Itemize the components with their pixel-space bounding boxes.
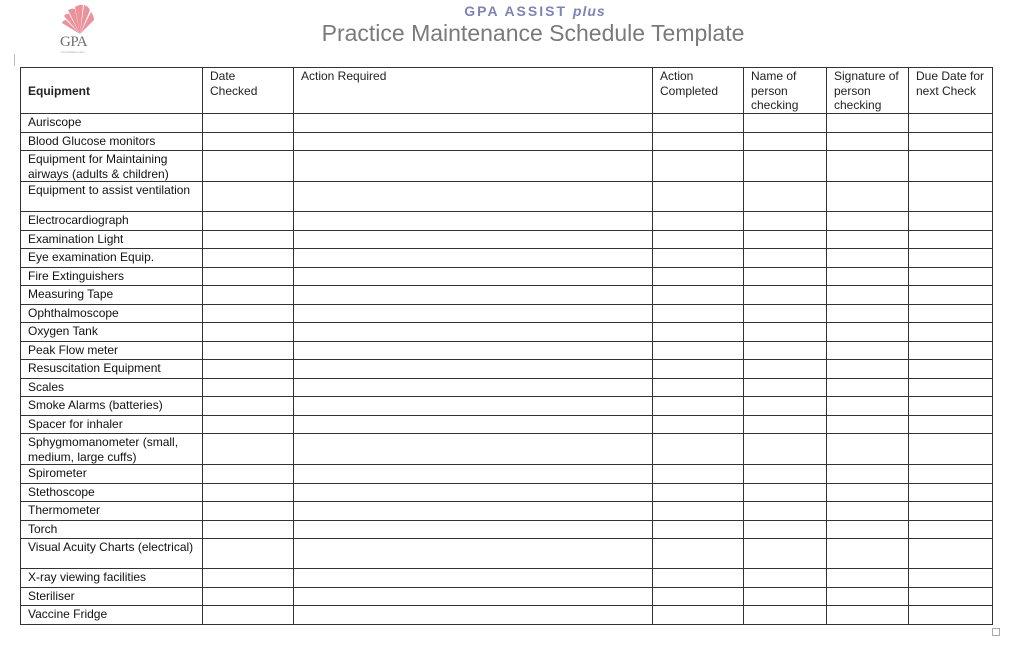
empty-entry-cell[interactable]	[827, 304, 909, 323]
equipment-cell[interactable]: Fire Extinguishers	[21, 267, 203, 286]
empty-entry-cell[interactable]	[653, 182, 744, 212]
empty-entry-cell[interactable]	[744, 132, 827, 151]
empty-entry-cell[interactable]	[203, 415, 294, 434]
column-header: Signature of person checking	[827, 68, 909, 114]
empty-entry-cell[interactable]	[294, 587, 653, 606]
empty-entry-cell[interactable]	[744, 539, 827, 569]
empty-entry-cell[interactable]	[909, 606, 993, 625]
empty-entry-cell[interactable]	[744, 182, 827, 212]
equipment-cell[interactable]: X-ray viewing facilities	[21, 569, 203, 588]
empty-entry-cell[interactable]	[203, 182, 294, 212]
empty-entry-cell[interactable]	[203, 465, 294, 484]
table-row	[21, 114, 993, 133]
empty-entry-cell[interactable]	[744, 397, 827, 416]
empty-entry-cell[interactable]	[909, 212, 993, 231]
brand-main: GPA ASSIST	[464, 3, 573, 19]
empty-entry-cell[interactable]	[294, 267, 653, 286]
column-header: Equipment	[21, 68, 203, 114]
empty-entry-cell[interactable]	[294, 360, 653, 379]
empty-entry-cell[interactable]	[744, 415, 827, 434]
table-row	[21, 230, 993, 249]
equipment-cell[interactable]: Resuscitation Equipment	[21, 360, 203, 379]
empty-entry-cell[interactable]	[909, 520, 993, 539]
empty-entry-cell[interactable]	[744, 465, 827, 484]
empty-entry-cell[interactable]	[744, 360, 827, 379]
empty-entry-cell[interactable]	[294, 415, 653, 434]
empty-entry-cell[interactable]	[294, 114, 653, 133]
empty-entry-cell[interactable]	[653, 434, 744, 465]
empty-entry-cell[interactable]	[909, 434, 993, 465]
empty-entry-cell[interactable]	[653, 569, 744, 588]
empty-entry-cell[interactable]	[909, 465, 993, 484]
empty-entry-cell[interactable]	[909, 587, 993, 606]
empty-entry-cell[interactable]	[909, 182, 993, 212]
empty-entry-cell[interactable]	[203, 286, 294, 305]
table-row	[21, 378, 993, 397]
empty-entry-cell[interactable]	[827, 249, 909, 268]
table-row	[21, 151, 993, 182]
empty-entry-cell[interactable]	[744, 212, 827, 231]
table-row	[21, 483, 993, 502]
empty-entry-cell[interactable]	[744, 569, 827, 588]
empty-entry-cell[interactable]	[294, 249, 653, 268]
empty-entry-cell[interactable]	[827, 132, 909, 151]
empty-entry-cell[interactable]	[653, 151, 744, 182]
empty-entry-cell[interactable]	[653, 415, 744, 434]
empty-entry-cell[interactable]	[203, 249, 294, 268]
column-header: Action Completed	[653, 68, 744, 114]
equipment-cell[interactable]: Equipment for Maintaining airways (adults & children)	[21, 151, 203, 182]
equipment-cell[interactable]: Steriliser	[21, 587, 203, 606]
empty-entry-cell[interactable]	[203, 267, 294, 286]
empty-entry-cell[interactable]	[827, 378, 909, 397]
empty-entry-cell[interactable]	[294, 606, 653, 625]
equipment-cell[interactable]: Blood Glucose monitors	[21, 132, 203, 151]
empty-entry-cell[interactable]	[827, 415, 909, 434]
empty-entry-cell[interactable]	[203, 520, 294, 539]
empty-entry-cell[interactable]	[203, 304, 294, 323]
empty-entry-cell[interactable]	[203, 397, 294, 416]
empty-entry-cell[interactable]	[294, 341, 653, 360]
empty-entry-cell[interactable]	[294, 502, 653, 521]
table-row	[21, 606, 993, 625]
table-row	[21, 415, 993, 434]
empty-entry-cell[interactable]	[203, 230, 294, 249]
table-row	[21, 539, 993, 569]
empty-entry-cell[interactable]	[909, 569, 993, 588]
table-row	[21, 341, 993, 360]
empty-entry-cell[interactable]	[653, 114, 744, 133]
empty-entry-cell[interactable]	[744, 304, 827, 323]
empty-entry-cell[interactable]	[203, 151, 294, 182]
empty-entry-cell[interactable]	[909, 323, 993, 342]
equipment-cell[interactable]: Oxygen Tank	[21, 323, 203, 342]
empty-entry-cell[interactable]	[827, 587, 909, 606]
empty-entry-cell[interactable]	[653, 286, 744, 305]
empty-entry-cell[interactable]	[827, 114, 909, 133]
table-row	[21, 397, 993, 416]
empty-entry-cell[interactable]	[203, 360, 294, 379]
table-row	[21, 182, 993, 212]
table-row	[21, 520, 993, 539]
table-row	[21, 360, 993, 379]
column-header: Action Required	[294, 68, 653, 114]
brand-suffix: plus	[572, 3, 606, 19]
empty-entry-cell[interactable]	[909, 360, 993, 379]
empty-entry-cell[interactable]	[294, 304, 653, 323]
table-row	[21, 212, 993, 231]
empty-entry-cell[interactable]	[203, 132, 294, 151]
empty-entry-cell[interactable]	[294, 434, 653, 465]
empty-entry-cell[interactable]	[827, 397, 909, 416]
logo-text: GPA	[60, 34, 88, 50]
empty-entry-cell[interactable]	[203, 212, 294, 231]
empty-entry-cell[interactable]	[909, 539, 993, 569]
empty-entry-cell[interactable]	[909, 378, 993, 397]
empty-entry-cell[interactable]	[294, 569, 653, 588]
empty-entry-cell[interactable]	[744, 249, 827, 268]
empty-entry-cell[interactable]	[909, 249, 993, 268]
empty-entry-cell[interactable]	[294, 182, 653, 212]
table-row	[21, 502, 993, 521]
equipment-cell[interactable]: Auriscope	[21, 114, 203, 133]
empty-entry-cell[interactable]	[909, 397, 993, 416]
brand-heading	[0, 3, 1024, 19]
table-header-row	[21, 68, 993, 114]
empty-entry-cell[interactable]	[653, 304, 744, 323]
empty-entry-cell[interactable]	[294, 465, 653, 484]
empty-entry-cell[interactable]	[909, 267, 993, 286]
column-header: Date Checked	[203, 68, 294, 114]
equipment-cell[interactable]: Ophthalmoscope	[21, 304, 203, 323]
empty-entry-cell[interactable]	[203, 587, 294, 606]
table-row	[21, 132, 993, 151]
empty-entry-cell[interactable]	[827, 230, 909, 249]
empty-entry-cell[interactable]	[203, 114, 294, 133]
empty-entry-cell[interactable]	[909, 341, 993, 360]
equipment-cell[interactable]: Thermometer	[21, 502, 203, 521]
empty-entry-cell[interactable]	[294, 378, 653, 397]
empty-entry-cell[interactable]	[294, 286, 653, 305]
empty-entry-cell[interactable]	[909, 502, 993, 521]
table-row	[21, 267, 993, 286]
empty-entry-cell[interactable]	[744, 483, 827, 502]
empty-entry-cell[interactable]	[203, 378, 294, 397]
equipment-cell[interactable]: Scales	[21, 378, 203, 397]
empty-entry-cell[interactable]	[909, 304, 993, 323]
empty-entry-cell[interactable]	[827, 465, 909, 484]
empty-entry-cell[interactable]	[653, 230, 744, 249]
empty-entry-cell[interactable]	[653, 378, 744, 397]
table-row	[21, 323, 993, 342]
paragraph-mark	[14, 54, 19, 66]
empty-entry-cell[interactable]	[909, 132, 993, 151]
empty-entry-cell[interactable]	[203, 539, 294, 569]
empty-entry-cell[interactable]	[827, 341, 909, 360]
empty-entry-cell[interactable]	[827, 182, 909, 212]
empty-entry-cell[interactable]	[827, 151, 909, 182]
empty-entry-cell[interactable]	[827, 520, 909, 539]
empty-entry-cell[interactable]	[909, 230, 993, 249]
empty-entry-cell[interactable]	[203, 606, 294, 625]
empty-entry-cell[interactable]	[827, 267, 909, 286]
empty-entry-cell[interactable]	[744, 341, 827, 360]
empty-entry-cell[interactable]	[827, 286, 909, 305]
empty-entry-cell[interactable]	[744, 520, 827, 539]
empty-entry-cell[interactable]	[744, 378, 827, 397]
empty-entry-cell[interactable]	[653, 267, 744, 286]
empty-entry-cell[interactable]	[744, 606, 827, 625]
empty-entry-cell[interactable]	[744, 286, 827, 305]
empty-entry-cell[interactable]	[653, 483, 744, 502]
empty-entry-cell[interactable]	[653, 606, 744, 625]
empty-entry-cell[interactable]	[203, 483, 294, 502]
empty-entry-cell[interactable]	[909, 114, 993, 133]
empty-entry-cell[interactable]	[827, 569, 909, 588]
empty-entry-cell[interactable]	[294, 323, 653, 342]
empty-entry-cell[interactable]	[744, 114, 827, 133]
table-row	[21, 249, 993, 268]
column-header: Due Date for next Check	[909, 68, 993, 114]
empty-entry-cell[interactable]	[203, 569, 294, 588]
equipment-cell[interactable]: Spacer for inhaler	[21, 415, 203, 434]
empty-entry-cell[interactable]	[827, 434, 909, 465]
equipment-cell[interactable]: Torch	[21, 520, 203, 539]
empty-entry-cell[interactable]	[294, 132, 653, 151]
empty-entry-cell[interactable]	[653, 132, 744, 151]
equipment-cell[interactable]: Measuring Tape	[21, 286, 203, 305]
empty-entry-cell[interactable]	[294, 212, 653, 231]
empty-entry-cell[interactable]	[294, 151, 653, 182]
equipment-cell[interactable]: Visual Acuity Charts (electrical)	[21, 539, 203, 569]
equipment-cell[interactable]: Peak Flow meter	[21, 341, 203, 360]
empty-entry-cell[interactable]	[827, 323, 909, 342]
empty-entry-cell[interactable]	[827, 483, 909, 502]
equipment-cell[interactable]: Examination Light	[21, 230, 203, 249]
empty-entry-cell[interactable]	[827, 212, 909, 231]
maintenance-table	[20, 67, 993, 625]
table-row	[21, 587, 993, 606]
column-header: Name of person checking	[744, 68, 827, 114]
empty-entry-cell[interactable]	[744, 587, 827, 606]
empty-entry-cell[interactable]	[294, 230, 653, 249]
empty-entry-cell[interactable]	[653, 539, 744, 569]
empty-entry-cell[interactable]	[294, 483, 653, 502]
empty-entry-cell[interactable]	[653, 212, 744, 231]
empty-entry-cell[interactable]	[909, 151, 993, 182]
equipment-cell[interactable]: Equipment to assist ventilation	[21, 182, 203, 212]
table-row	[21, 434, 993, 465]
empty-entry-cell[interactable]	[744, 323, 827, 342]
empty-entry-cell[interactable]	[203, 341, 294, 360]
empty-entry-cell[interactable]	[203, 434, 294, 465]
empty-entry-cell[interactable]	[294, 520, 653, 539]
equipment-cell[interactable]: Vaccine Fridge	[21, 606, 203, 625]
page-title: Practice Maintenance Schedule Template	[321, 20, 745, 46]
empty-entry-cell[interactable]	[744, 502, 827, 521]
equipment-cell[interactable]: Spirometer	[21, 465, 203, 484]
empty-entry-cell[interactable]	[653, 323, 744, 342]
table-resize-handle[interactable]	[992, 628, 1000, 636]
empty-entry-cell[interactable]	[294, 539, 653, 569]
empty-entry-cell[interactable]	[653, 341, 744, 360]
empty-entry-cell[interactable]	[653, 520, 744, 539]
empty-entry-cell[interactable]	[294, 397, 653, 416]
empty-entry-cell[interactable]	[653, 249, 744, 268]
equipment-cell[interactable]: Sphygmomanometer (small, medium, large cuffs)	[21, 434, 203, 465]
empty-entry-cell[interactable]	[744, 151, 827, 182]
equipment-cell[interactable]: Smoke Alarms (batteries)	[21, 397, 203, 416]
empty-entry-cell[interactable]	[653, 587, 744, 606]
logo-subtext: Accreditation plus	[61, 50, 85, 54]
empty-entry-cell[interactable]	[653, 502, 744, 521]
equipment-cell[interactable]: Eye examination Equip.	[21, 249, 203, 268]
text-cursor	[992, 486, 993, 503]
equipment-cell[interactable]: Electrocardiograph	[21, 212, 203, 231]
empty-entry-cell[interactable]	[653, 360, 744, 379]
empty-entry-cell[interactable]	[653, 465, 744, 484]
empty-entry-cell[interactable]	[827, 360, 909, 379]
table-row	[21, 465, 993, 484]
empty-entry-cell[interactable]	[203, 502, 294, 521]
table-row	[21, 304, 993, 323]
empty-entry-cell[interactable]	[653, 397, 744, 416]
table-row	[21, 569, 993, 588]
empty-entry-cell[interactable]	[203, 323, 294, 342]
empty-entry-cell[interactable]	[827, 502, 909, 521]
empty-entry-cell[interactable]	[744, 230, 827, 249]
table-row	[21, 286, 993, 305]
empty-entry-cell[interactable]	[744, 434, 827, 465]
empty-entry-cell[interactable]	[827, 606, 909, 625]
equipment-cell[interactable]: Stethoscope	[21, 483, 203, 502]
empty-entry-cell[interactable]	[827, 539, 909, 569]
empty-entry-cell[interactable]	[909, 415, 993, 434]
empty-entry-cell[interactable]	[909, 286, 993, 305]
empty-entry-cell[interactable]	[744, 267, 827, 286]
empty-entry-cell[interactable]	[909, 483, 993, 502]
